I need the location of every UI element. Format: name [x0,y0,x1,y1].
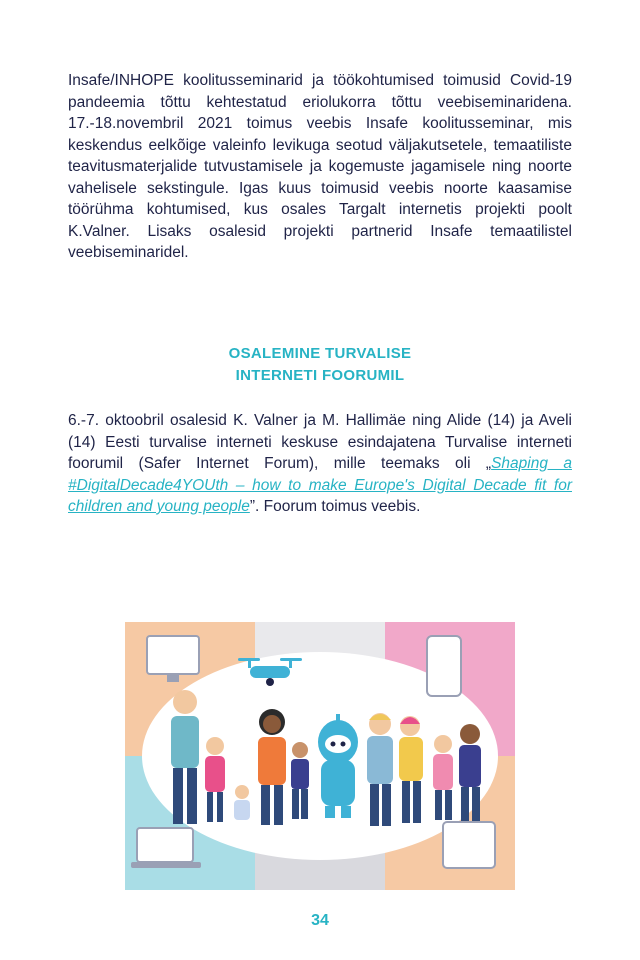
forum-text-end: ”. Foorum toimus veebis. [249,498,421,515]
quote-open: „ [485,455,492,472]
page-number: 34 [311,912,329,929]
forum-text: 6.-7. oktoobril osalesid K. Valner ja M. Hallimäe ning Alide (14) ja Aveli (14) Eesti turvalise interneti keskuse esindajatena Turvalise interneti foorumil (Safer Internet Forum), mille teemaks oli [68,412,572,472]
children-internet-illustration [125,622,515,890]
intro-paragraph: Insafe/INHOPE koolitusseminarid ja töökohtumised toimusid Covid-19 pandeemia tõttu kehtestatud eriolukorra tõttu veebiseminaridena. 17.-18.novembril 2021 toimus veebis Insafe koolitusseminar, mis keskendus eelkõige valeinfo levikuga seotud väljakutsetele, temaatiliste teavitusmaterjalide tutvustamisele ja kogemuste jagamisele ning noorte vahelisele sekstingule. Igas kuus toimusid veebis noorte kaasamise töörühma kohtumised, kus osales Targalt internetis projekti poolt K.Valner. Lisaks osalesid projekti partnerid Insafe temaatilistel veebiseminaridel. [68,72,572,261]
section-heading [68,343,572,387]
forum-theme-link[interactable]: Shaping a #DigitalDecade4YOUth – how to make Europe's Digital Decade fit for children and young people [68,455,572,515]
mascot-icon [318,714,358,818]
section-heading-line-2: INTERNETI FOORUMIL [235,367,405,384]
forum-paragraph [68,410,572,518]
section-heading-line-1: OSALEMINE TURVALISE [228,345,412,362]
